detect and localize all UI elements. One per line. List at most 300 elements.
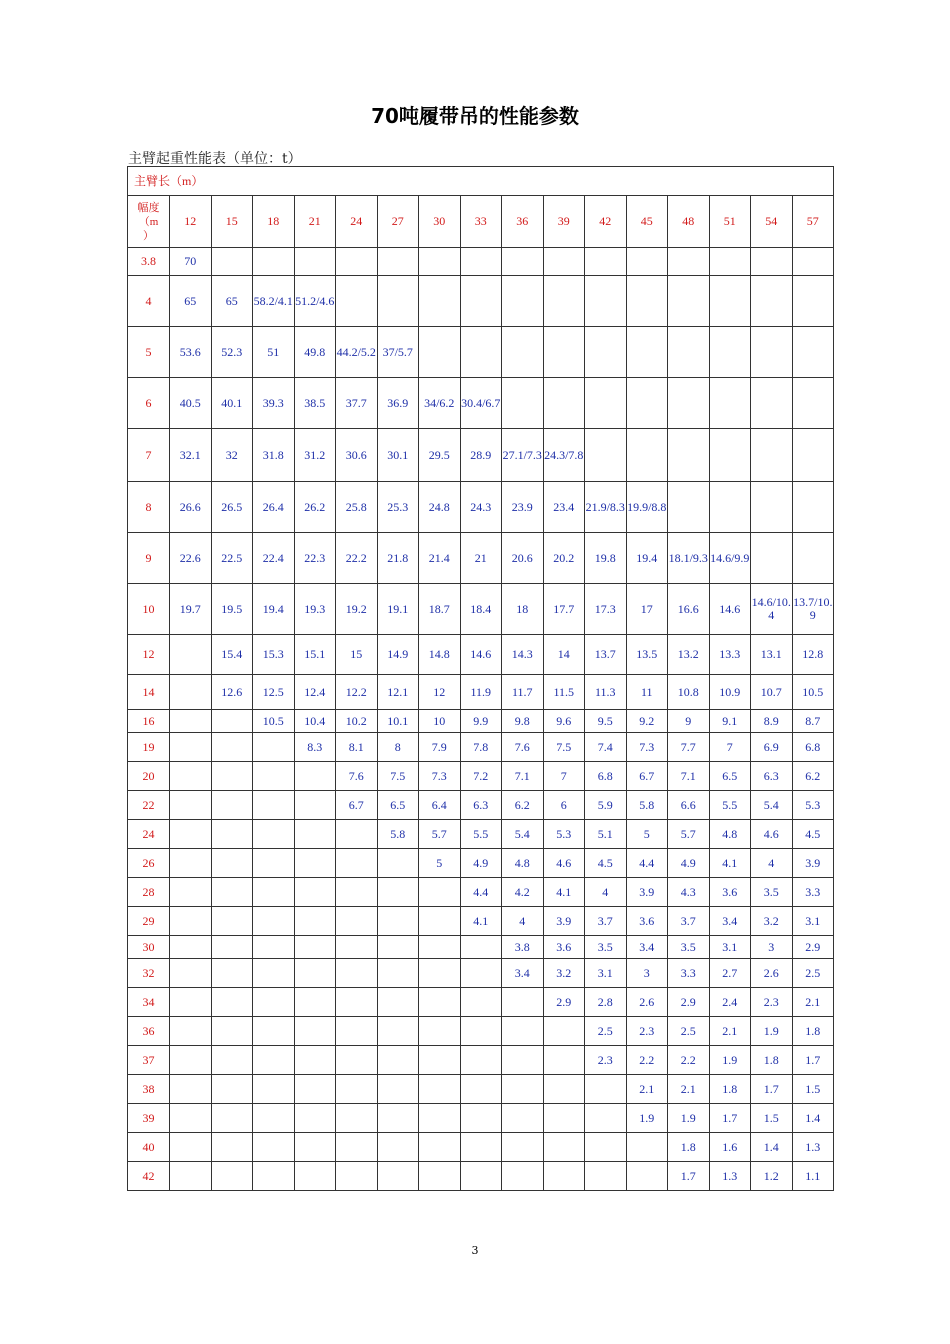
- capacity-cell: 34/6.2: [419, 378, 461, 429]
- capacity-cell: 9.8: [502, 710, 544, 733]
- radius-cell: 5: [128, 327, 170, 378]
- capacity-cell: [253, 820, 295, 849]
- capacity-cell: [668, 429, 710, 482]
- capacity-cell: [543, 1104, 585, 1133]
- capacity-cell: [709, 429, 751, 482]
- capacity-cell: 10.2: [336, 710, 378, 733]
- capacity-cell: [585, 1133, 627, 1162]
- capacity-cell: 4.6: [751, 820, 793, 849]
- capacity-cell: [377, 1104, 419, 1133]
- capacity-cell: 1.9: [668, 1104, 710, 1133]
- capacity-cell: 20.2: [543, 533, 585, 584]
- table-row: [128, 878, 834, 907]
- table-row: [128, 429, 834, 482]
- capacity-cell: [253, 988, 295, 1017]
- boom-length-cell: 51: [709, 196, 751, 248]
- column-header-row: [128, 196, 834, 248]
- boom-length-cell: 24: [336, 196, 378, 248]
- capacity-cell: 25.3: [377, 482, 419, 533]
- capacity-cell: 3.7: [668, 907, 710, 936]
- radius-cell: 14: [128, 675, 170, 710]
- boom-length-cell: 30: [419, 196, 461, 248]
- capacity-cell: 5.4: [751, 791, 793, 820]
- capacity-cell: 7.8: [460, 733, 502, 762]
- capacity-cell: [253, 1075, 295, 1104]
- table-row: [128, 849, 834, 878]
- capacity-cell: 9.2: [626, 710, 668, 733]
- capacity-cell: 6.3: [460, 791, 502, 820]
- table-row: [128, 1017, 834, 1046]
- capacity-cell: [211, 710, 253, 733]
- table-row: [128, 248, 834, 276]
- capacity-cell: 14.6/10.4: [751, 584, 793, 635]
- capacity-cell: 1.7: [792, 1046, 834, 1075]
- capacity-cell: [585, 1075, 627, 1104]
- capacity-cell: 12.1: [377, 675, 419, 710]
- table-row: [128, 1162, 834, 1191]
- table-row: [128, 988, 834, 1017]
- capacity-cell: [460, 936, 502, 959]
- table-row: [128, 762, 834, 791]
- capacity-cell: 8: [377, 733, 419, 762]
- capacity-cell: [502, 327, 544, 378]
- radius-cell: 39: [128, 1104, 170, 1133]
- capacity-cell: 3: [751, 936, 793, 959]
- capacity-cell: [419, 276, 461, 327]
- capacity-cell: 7.1: [668, 762, 710, 791]
- boom-length-cell: 33: [460, 196, 502, 248]
- capacity-cell: [626, 276, 668, 327]
- capacity-cell: [253, 1162, 295, 1191]
- capacity-cell: [751, 429, 793, 482]
- capacity-cell: [294, 1075, 336, 1104]
- capacity-cell: 2.3: [585, 1046, 627, 1075]
- radius-cell: 26: [128, 849, 170, 878]
- capacity-cell: [502, 1046, 544, 1075]
- capacity-cell: 6.5: [709, 762, 751, 791]
- capacity-cell: 65: [170, 276, 212, 327]
- capacity-cell: 53.6: [170, 327, 212, 378]
- capacity-cell: [502, 988, 544, 1017]
- capacity-cell: [792, 327, 834, 378]
- capacity-cell: 22.2: [336, 533, 378, 584]
- radius-cell: 29: [128, 907, 170, 936]
- capacity-cell: 15.3: [253, 635, 295, 675]
- capacity-cell: [668, 276, 710, 327]
- capacity-cell: 20.6: [502, 533, 544, 584]
- capacity-cell: 22.6: [170, 533, 212, 584]
- capacity-cell: 12: [419, 675, 461, 710]
- capacity-cell: 12.4: [294, 675, 336, 710]
- capacity-cell: 26.5: [211, 482, 253, 533]
- capacity-cell: 17.7: [543, 584, 585, 635]
- capacity-cell: 14.3: [502, 635, 544, 675]
- capacity-cell: [294, 849, 336, 878]
- capacity-cell: [419, 988, 461, 1017]
- capacity-cell: 49.8: [294, 327, 336, 378]
- capacity-cell: [626, 327, 668, 378]
- radius-cell: 32: [128, 959, 170, 988]
- capacity-cell: [543, 1162, 585, 1191]
- capacity-cell: 24.3: [460, 482, 502, 533]
- capacity-cell: [460, 959, 502, 988]
- capacity-cell: 4.6: [543, 849, 585, 878]
- capacity-cell: [336, 1162, 378, 1191]
- capacity-cell: 3.9: [543, 907, 585, 936]
- capacity-cell: 4.9: [668, 849, 710, 878]
- capacity-cell: 11.3: [585, 675, 627, 710]
- capacity-cell: 3.9: [626, 878, 668, 907]
- capacity-cell: [543, 1046, 585, 1075]
- capacity-cell: [502, 1075, 544, 1104]
- capacity-cell: [336, 820, 378, 849]
- capacity-cell: [751, 327, 793, 378]
- capacity-cell: [377, 1046, 419, 1075]
- boom-length-cell: 42: [585, 196, 627, 248]
- capacity-cell: 7.6: [336, 762, 378, 791]
- capacity-cell: 7.5: [543, 733, 585, 762]
- capacity-cell: [419, 1162, 461, 1191]
- capacity-cell: [377, 1162, 419, 1191]
- capacity-cell: [585, 1162, 627, 1191]
- capacity-cell: [709, 378, 751, 429]
- capacity-cell: [543, 248, 585, 276]
- capacity-cell: [751, 248, 793, 276]
- capacity-cell: [626, 429, 668, 482]
- capacity-cell: 2.9: [543, 988, 585, 1017]
- capacity-cell: [419, 327, 461, 378]
- lifting-capacity-table: [127, 166, 834, 1191]
- capacity-cell: [419, 1046, 461, 1075]
- capacity-cell: 3.5: [751, 878, 793, 907]
- capacity-cell: 5.9: [585, 791, 627, 820]
- capacity-cell: [211, 988, 253, 1017]
- table-row: [128, 1133, 834, 1162]
- capacity-cell: [377, 988, 419, 1017]
- capacity-cell: [792, 248, 834, 276]
- capacity-cell: [419, 1017, 461, 1046]
- radius-cell: 24: [128, 820, 170, 849]
- capacity-cell: 2.9: [668, 988, 710, 1017]
- capacity-cell: 12.2: [336, 675, 378, 710]
- capacity-cell: 6.4: [419, 791, 461, 820]
- capacity-cell: [709, 248, 751, 276]
- capacity-cell: [253, 1017, 295, 1046]
- radius-cell: 12: [128, 635, 170, 675]
- capacity-cell: 24.3/7.8: [543, 429, 585, 482]
- capacity-cell: 6.3: [751, 762, 793, 791]
- capacity-cell: 9.1: [709, 710, 751, 733]
- boom-length-cell: 15: [211, 196, 253, 248]
- capacity-cell: 15.4: [211, 635, 253, 675]
- capacity-cell: [294, 988, 336, 1017]
- capacity-cell: [294, 1162, 336, 1191]
- capacity-cell: 2.5: [668, 1017, 710, 1046]
- capacity-cell: [460, 1133, 502, 1162]
- capacity-cell: 19.3: [294, 584, 336, 635]
- capacity-cell: [585, 248, 627, 276]
- capacity-cell: 3.4: [626, 936, 668, 959]
- capacity-cell: [460, 327, 502, 378]
- capacity-cell: [419, 936, 461, 959]
- capacity-cell: 19.7: [170, 584, 212, 635]
- table-row: [128, 675, 834, 710]
- table-row: [128, 584, 834, 635]
- capacity-cell: [211, 248, 253, 276]
- radius-cell: 22: [128, 791, 170, 820]
- capacity-cell: 5.3: [543, 820, 585, 849]
- capacity-cell: [294, 820, 336, 849]
- capacity-cell: 1.7: [751, 1075, 793, 1104]
- capacity-cell: [211, 791, 253, 820]
- capacity-cell: 6.6: [668, 791, 710, 820]
- capacity-cell: 12.8: [792, 635, 834, 675]
- capacity-cell: 3.3: [668, 959, 710, 988]
- table-row: [128, 635, 834, 675]
- radius-cell: 30: [128, 936, 170, 959]
- capacity-cell: [502, 276, 544, 327]
- capacity-cell: 2.9: [792, 936, 834, 959]
- table-row: [128, 710, 834, 733]
- capacity-cell: [377, 1133, 419, 1162]
- capacity-cell: 18.4: [460, 584, 502, 635]
- capacity-cell: 13.7: [585, 635, 627, 675]
- capacity-cell: 4: [585, 878, 627, 907]
- capacity-cell: 2.3: [626, 1017, 668, 1046]
- capacity-cell: [543, 1017, 585, 1046]
- capacity-cell: 4.4: [460, 878, 502, 907]
- capacity-cell: [709, 482, 751, 533]
- capacity-cell: 7.2: [460, 762, 502, 791]
- capacity-cell: [170, 1017, 212, 1046]
- capacity-cell: 7.9: [419, 733, 461, 762]
- radius-header: 幅度 （m ）: [128, 196, 170, 248]
- capacity-cell: 5.4: [502, 820, 544, 849]
- capacity-cell: 15.1: [294, 635, 336, 675]
- capacity-cell: 8.1: [336, 733, 378, 762]
- capacity-cell: 5.8: [626, 791, 668, 820]
- capacity-cell: 51: [253, 327, 295, 378]
- boom-length-cell: 27: [377, 196, 419, 248]
- table-row: [128, 907, 834, 936]
- capacity-cell: [336, 878, 378, 907]
- capacity-cell: [170, 1133, 212, 1162]
- capacity-cell: 6: [543, 791, 585, 820]
- capacity-cell: 18.7: [419, 584, 461, 635]
- radius-cell: 40: [128, 1133, 170, 1162]
- capacity-cell: 2.2: [668, 1046, 710, 1075]
- capacity-cell: 10.5: [253, 710, 295, 733]
- capacity-cell: [294, 936, 336, 959]
- capacity-cell: [585, 276, 627, 327]
- capacity-cell: [170, 936, 212, 959]
- capacity-cell: 3.5: [585, 936, 627, 959]
- capacity-cell: [336, 248, 378, 276]
- capacity-cell: 1.9: [751, 1017, 793, 1046]
- capacity-cell: [377, 936, 419, 959]
- capacity-cell: [502, 1133, 544, 1162]
- capacity-cell: 19.4: [253, 584, 295, 635]
- page-number: 3: [471, 1244, 479, 1257]
- capacity-cell: 4.5: [792, 820, 834, 849]
- capacity-cell: [211, 733, 253, 762]
- capacity-cell: [585, 378, 627, 429]
- capacity-cell: [751, 378, 793, 429]
- capacity-cell: [336, 1104, 378, 1133]
- table-row: [128, 1104, 834, 1133]
- capacity-cell: [170, 1075, 212, 1104]
- capacity-cell: 9.5: [585, 710, 627, 733]
- capacity-cell: [460, 1104, 502, 1133]
- capacity-cell: 3.4: [502, 959, 544, 988]
- capacity-cell: [211, 907, 253, 936]
- capacity-cell: 14.6/9.9: [709, 533, 751, 584]
- capacity-cell: [294, 1104, 336, 1133]
- boom-length-header: 主臂长（m）: [128, 167, 834, 196]
- capacity-cell: 3.2: [751, 907, 793, 936]
- capacity-cell: 3.1: [585, 959, 627, 988]
- capacity-cell: 1.9: [626, 1104, 668, 1133]
- capacity-cell: [709, 327, 751, 378]
- capacity-cell: [294, 791, 336, 820]
- capacity-cell: 2.4: [709, 988, 751, 1017]
- capacity-cell: 6.8: [585, 762, 627, 791]
- capacity-cell: [336, 849, 378, 878]
- radius-cell: 34: [128, 988, 170, 1017]
- capacity-cell: 1.4: [792, 1104, 834, 1133]
- capacity-cell: [336, 276, 378, 327]
- capacity-cell: [211, 1075, 253, 1104]
- capacity-cell: 37.7: [336, 378, 378, 429]
- boom-length-cell: 57: [792, 196, 834, 248]
- capacity-cell: [668, 327, 710, 378]
- capacity-cell: [211, 1017, 253, 1046]
- capacity-cell: [377, 849, 419, 878]
- capacity-cell: 4.1: [460, 907, 502, 936]
- boom-length-cell: 36: [502, 196, 544, 248]
- capacity-cell: 4.1: [709, 849, 751, 878]
- capacity-cell: 2.5: [792, 959, 834, 988]
- table-row: [128, 820, 834, 849]
- table-row: [128, 533, 834, 584]
- capacity-cell: [419, 1133, 461, 1162]
- capacity-cell: [792, 429, 834, 482]
- capacity-cell: 18: [502, 584, 544, 635]
- capacity-cell: 7.5: [377, 762, 419, 791]
- capacity-cell: 3.5: [668, 936, 710, 959]
- radius-cell: 19: [128, 733, 170, 762]
- capacity-cell: [460, 1046, 502, 1075]
- capacity-cell: 2.1: [668, 1075, 710, 1104]
- capacity-cell: 1.1: [792, 1162, 834, 1191]
- capacity-cell: 22.4: [253, 533, 295, 584]
- capacity-cell: 19.4: [626, 533, 668, 584]
- radius-cell: 36: [128, 1017, 170, 1046]
- table-row: [128, 936, 834, 959]
- radius-cell: 16: [128, 710, 170, 733]
- capacity-cell: [460, 248, 502, 276]
- capacity-cell: [377, 276, 419, 327]
- capacity-cell: 7.7: [668, 733, 710, 762]
- capacity-cell: 3.1: [792, 907, 834, 936]
- capacity-cell: 5.3: [792, 791, 834, 820]
- capacity-cell: 1.2: [751, 1162, 793, 1191]
- capacity-cell: 30.1: [377, 429, 419, 482]
- capacity-cell: [751, 533, 793, 584]
- radius-cell: 6: [128, 378, 170, 429]
- capacity-cell: 2.6: [751, 959, 793, 988]
- capacity-cell: 22.3: [294, 533, 336, 584]
- capacity-cell: 31.2: [294, 429, 336, 482]
- capacity-cell: [170, 733, 212, 762]
- capacity-cell: 3.3: [792, 878, 834, 907]
- table-caption: 主臂起重性能表（单位：t）: [128, 151, 302, 167]
- table-row: [128, 733, 834, 762]
- capacity-cell: 6.5: [377, 791, 419, 820]
- capacity-cell: 3.2: [543, 959, 585, 988]
- capacity-cell: 3.4: [709, 907, 751, 936]
- capacity-cell: 1.6: [709, 1133, 751, 1162]
- capacity-cell: 58.2/4.1: [253, 276, 295, 327]
- capacity-cell: 29.5: [419, 429, 461, 482]
- boom-length-cell: 12: [170, 196, 212, 248]
- capacity-cell: [502, 1017, 544, 1046]
- capacity-cell: [211, 849, 253, 878]
- capacity-cell: [792, 276, 834, 327]
- capacity-cell: [253, 1133, 295, 1162]
- capacity-cell: 4.5: [585, 849, 627, 878]
- capacity-cell: 14.6: [460, 635, 502, 675]
- capacity-cell: 8.3: [294, 733, 336, 762]
- capacity-cell: 26.6: [170, 482, 212, 533]
- capacity-cell: [253, 248, 295, 276]
- boom-length-cell: 54: [751, 196, 793, 248]
- capacity-cell: 15: [336, 635, 378, 675]
- capacity-cell: 2.6: [626, 988, 668, 1017]
- capacity-cell: 4: [502, 907, 544, 936]
- capacity-cell: 25.8: [336, 482, 378, 533]
- capacity-cell: [170, 1104, 212, 1133]
- capacity-cell: 4.9: [460, 849, 502, 878]
- capacity-cell: [336, 1046, 378, 1075]
- capacity-cell: [253, 791, 295, 820]
- capacity-cell: [377, 1075, 419, 1104]
- capacity-cell: 4.8: [502, 849, 544, 878]
- table-row: [128, 276, 834, 327]
- capacity-cell: 1.8: [668, 1133, 710, 1162]
- capacity-cell: 23.4: [543, 482, 585, 533]
- capacity-cell: 11.5: [543, 675, 585, 710]
- capacity-cell: [294, 959, 336, 988]
- capacity-cell: 19.8: [585, 533, 627, 584]
- capacity-cell: [585, 429, 627, 482]
- capacity-cell: [253, 959, 295, 988]
- capacity-cell: [792, 482, 834, 533]
- capacity-cell: [377, 959, 419, 988]
- capacity-cell: [543, 276, 585, 327]
- capacity-cell: [170, 762, 212, 791]
- capacity-cell: 3: [626, 959, 668, 988]
- capacity-cell: [336, 907, 378, 936]
- capacity-cell: 6.8: [792, 733, 834, 762]
- capacity-cell: 24.8: [419, 482, 461, 533]
- capacity-cell: [253, 1104, 295, 1133]
- capacity-cell: 7.1: [502, 762, 544, 791]
- capacity-cell: [668, 248, 710, 276]
- radius-cell: 3.8: [128, 248, 170, 276]
- capacity-cell: [170, 959, 212, 988]
- capacity-cell: [336, 988, 378, 1017]
